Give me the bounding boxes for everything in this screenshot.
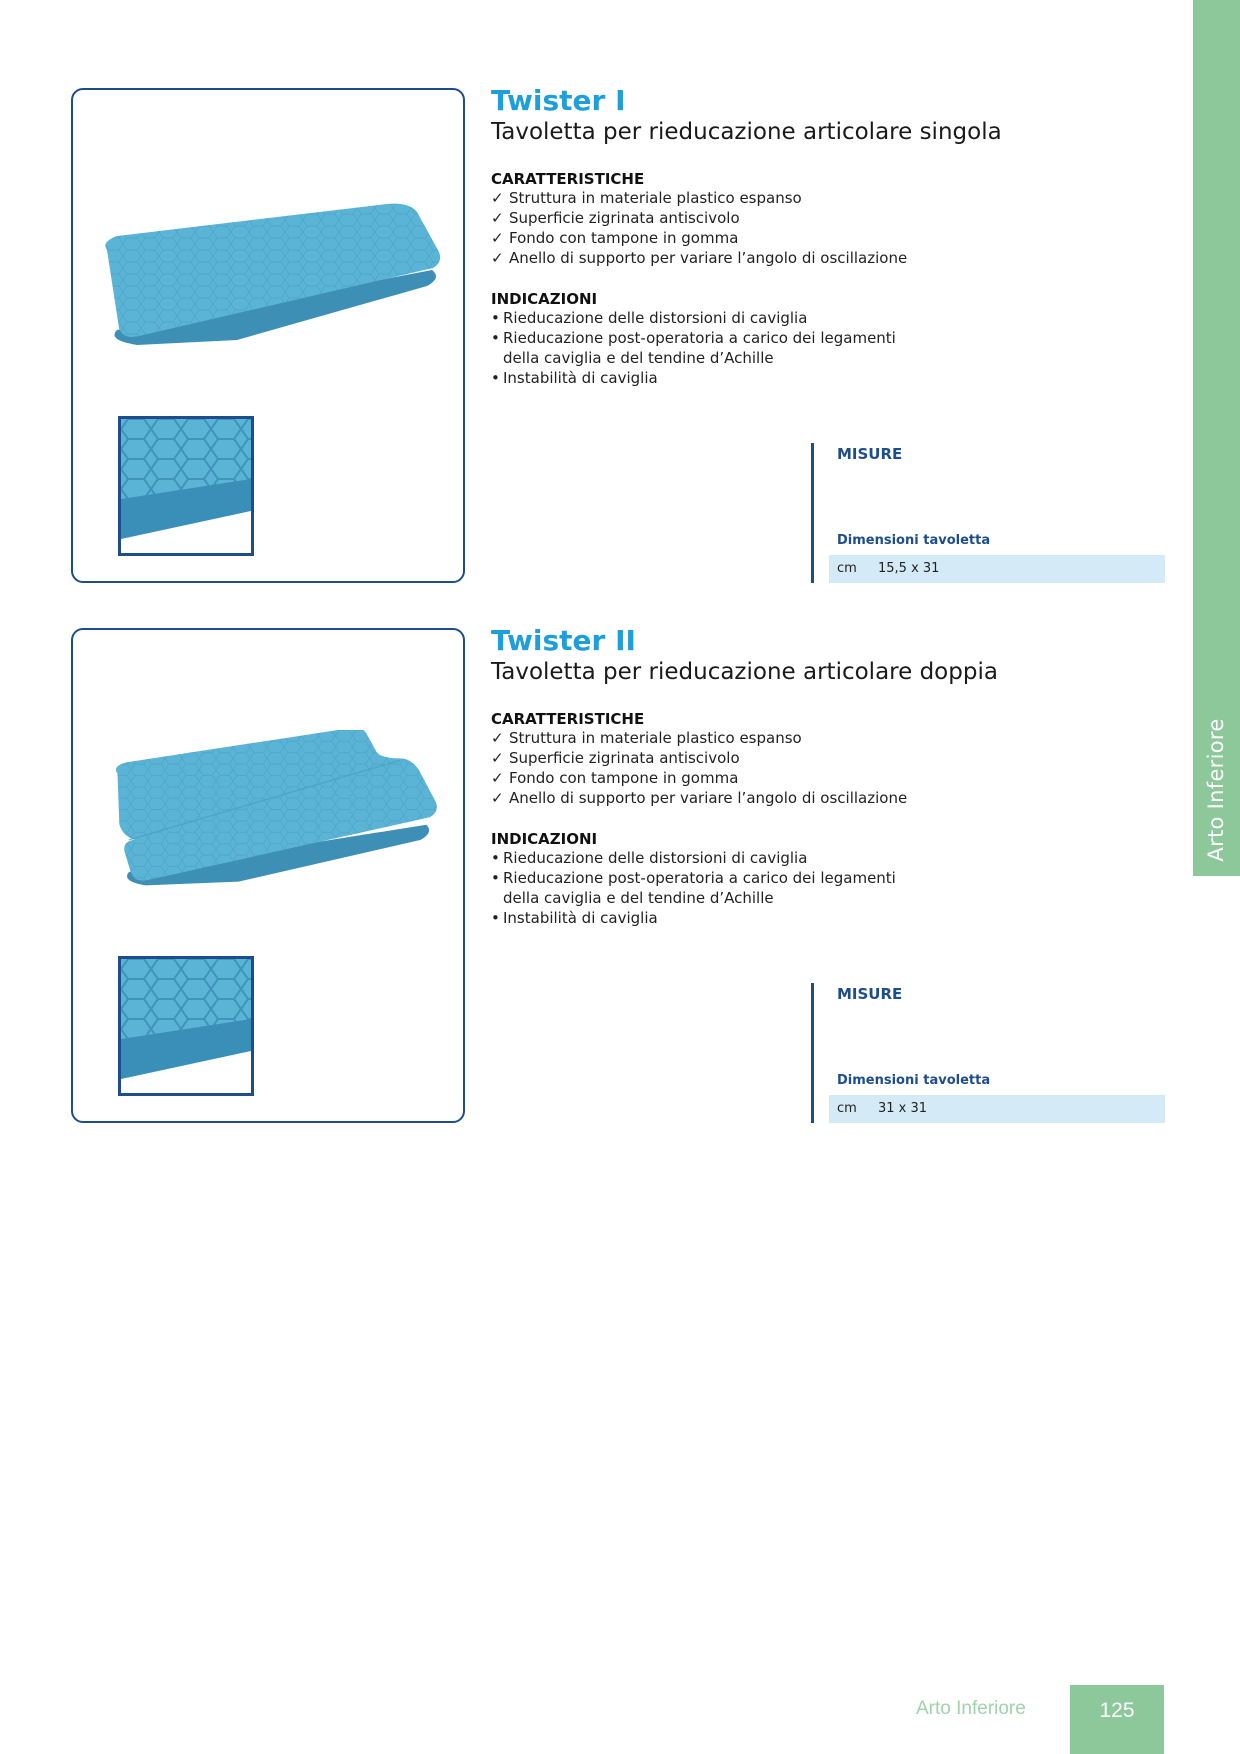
- bullet-icon: •: [491, 369, 500, 387]
- product-photo-single-board: [87, 190, 453, 370]
- features-heading: CARATTERISTICHE: [491, 710, 645, 728]
- measures-divider: [811, 443, 814, 583]
- indication-item-continuation: della caviglia e del tendine d’Achille: [503, 349, 774, 367]
- product-title: Twister I: [491, 84, 626, 117]
- bullet-icon: •: [491, 869, 500, 887]
- measures-divider: [811, 983, 814, 1123]
- dimension-label: Dimensioni tavoletta: [837, 1073, 991, 1088]
- measures-heading: MISURE: [837, 985, 903, 1003]
- indication-item: • Instabilità di caviglia: [491, 369, 658, 387]
- indication-item: • Rieducazione delle distorsioni di caviglia: [491, 309, 808, 327]
- product-detail-photo: [118, 956, 254, 1096]
- features-heading: CARATTERISTICHE: [491, 170, 645, 188]
- product-subtitle: Tavoletta per rieducazione articolare doppia: [491, 659, 998, 685]
- dimension-unit: cm: [837, 561, 857, 576]
- indication-item: • Rieducazione post-operatoria a carico dei legamenti: [491, 329, 896, 347]
- features-list: [491, 728, 907, 808]
- product-photo-frame: [71, 628, 465, 1123]
- dimension-unit: cm: [837, 1101, 857, 1116]
- checkmark-icon: ✓: [491, 789, 504, 807]
- checkmark-icon: ✓: [491, 729, 504, 747]
- bullet-icon: •: [491, 309, 500, 327]
- indications-heading: INDICAZIONI: [491, 290, 598, 308]
- measures-box: [811, 983, 1165, 1123]
- indication-item: • Instabilità di caviglia: [491, 909, 658, 927]
- checkmark-icon: ✓: [491, 229, 504, 247]
- product-photo-double-board: [87, 730, 453, 910]
- dimension-value: 31 x 31: [878, 1101, 928, 1116]
- checkmark-icon: ✓: [491, 249, 504, 267]
- indication-item-continuation: della caviglia e del tendine d’Achille: [503, 889, 774, 907]
- product-subtitle: Tavoletta per rieducazione articolare singola: [491, 119, 1002, 145]
- indication-item: • Rieducazione post-operatoria a carico dei legamenti: [491, 869, 896, 887]
- dimension-row: [829, 555, 1165, 583]
- footer-page-box: [1070, 1685, 1164, 1754]
- page-number: 125: [1099, 1699, 1135, 1722]
- feature-item: ✓ Fondo con tampone in gomma: [491, 769, 739, 787]
- indications-list: [491, 308, 896, 388]
- feature-item: ✓ Superficie zigrinata antiscivolo: [491, 749, 740, 767]
- checkmark-icon: ✓: [491, 769, 504, 787]
- measures-heading: MISURE: [837, 445, 903, 463]
- feature-item: ✓ Superficie zigrinata antiscivolo: [491, 209, 740, 227]
- product-title: Twister II: [491, 624, 636, 657]
- indications-heading: INDICAZIONI: [491, 830, 598, 848]
- features-list: [491, 188, 907, 268]
- footer-section-label: Arto Inferiore: [916, 1698, 1026, 1719]
- dimension-value: 15,5 x 31: [878, 561, 940, 576]
- indications-list: [491, 848, 896, 928]
- bullet-icon: •: [491, 909, 500, 927]
- feature-item: ✓ Struttura in materiale plastico espanso: [491, 729, 802, 747]
- feature-item: ✓ Anello di supporto per variare l’angolo di oscillazione: [491, 249, 908, 267]
- bullet-icon: •: [491, 849, 500, 867]
- dimension-row: [829, 1095, 1165, 1123]
- measures-box: [811, 443, 1165, 583]
- indication-item: • Rieducazione delle distorsioni di caviglia: [491, 849, 808, 867]
- checkmark-icon: ✓: [491, 749, 504, 767]
- product-detail-photo: [118, 416, 254, 556]
- product-photo-frame: [71, 88, 465, 583]
- checkmark-icon: ✓: [491, 209, 504, 227]
- feature-item: ✓ Fondo con tampone in gomma: [491, 229, 739, 247]
- feature-item: ✓ Struttura in materiale plastico espanso: [491, 189, 802, 207]
- checkmark-icon: ✓: [491, 189, 504, 207]
- feature-item: ✓ Anello di supporto per variare l’angolo di oscillazione: [491, 789, 908, 807]
- side-section-label: Arto Inferiore: [1204, 718, 1228, 862]
- dimension-label: Dimensioni tavoletta: [837, 533, 991, 548]
- bullet-icon: •: [491, 329, 500, 347]
